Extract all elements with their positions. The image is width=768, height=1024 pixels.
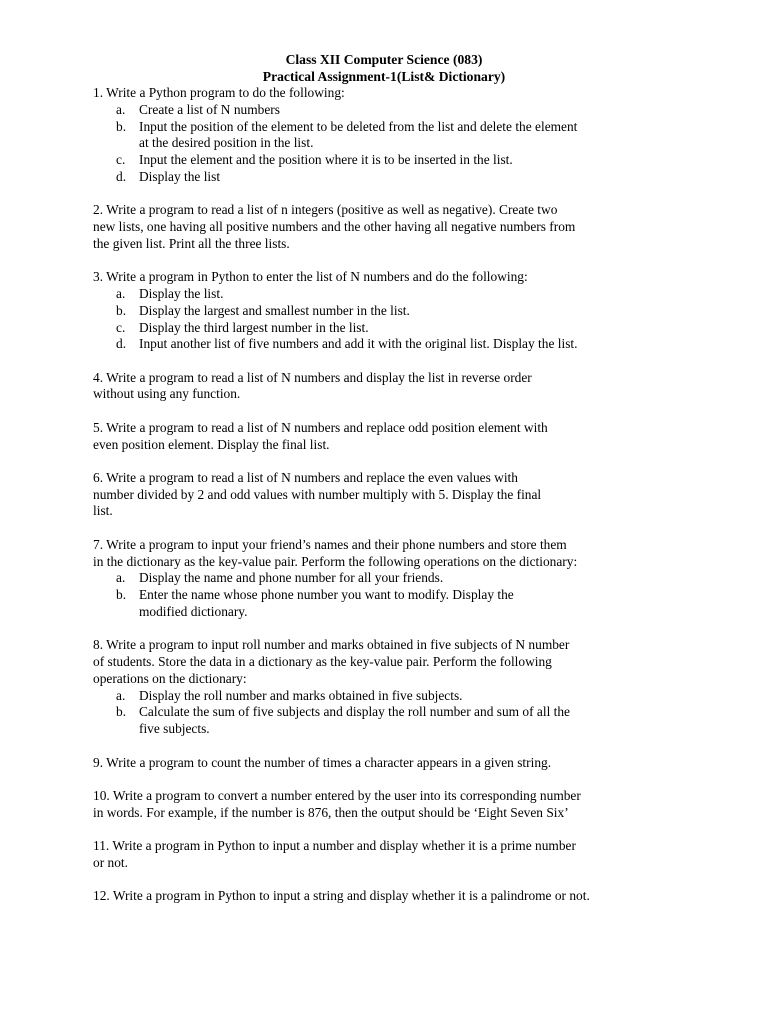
question-text-line: operations on the dictionary: [93,670,247,686]
sub-item [93,570,683,587]
question-text-line: 12. Write a program in Python to input a string and display whether it is a palindrome or not. [93,887,590,903]
sub-item-line: Display the list. [139,285,224,301]
sub-item-letter: b. [116,587,127,603]
question-text-line: of students. Store the data in a dictionary as the key-value pair. Perform the following [93,654,552,670]
question-text-line: 8. Write a program to input roll number and marks obtained in five subjects of N number [93,637,570,653]
question-text-line: number divided by 2 and odd values with number multiply with 5. Display the final [93,486,542,502]
sub-item [93,286,683,303]
sub-item-line: at the desired position in the list. [139,135,314,151]
question-text-line: even position element. Display the final list. [93,436,330,452]
question-text-line: 5. Write a program to read a list of N numbers and replace odd position element with [93,419,548,435]
question-text-line: new lists, one having all positive numbers and the other having all negative numbers from [93,219,576,235]
question-7 [93,537,683,621]
sub-item-line: Enter the name whose phone number you want to modify. Display the [139,587,514,603]
sub-item-line: Display the largest and smallest number in the list. [139,302,410,318]
sub-item-letter: c. [116,319,126,335]
question-text-line: 1. Write a Python program to do the following: [93,85,345,100]
sub-item-line: five subjects. [139,721,210,737]
sub-item-line: Input the element and the position where it is to be inserted in the list. [139,152,513,168]
sub-item-letter: a. [116,101,126,117]
question-text-line: 3. Write a program in Python to enter the list of N numbers and do the following: [93,269,528,285]
question-4 [93,370,683,404]
sub-item [93,303,683,320]
sub-item-letter: d. [116,336,127,352]
document-subtitle: Practical Assignment-1(List& Dictionary) [262,69,506,84]
question-text-line: 7. Write a program to input your friend’s names and their phone numbers and store them [93,536,567,552]
question-text-line: the given list. Print all the three lists. [93,235,290,251]
question-text-line: without using any function. [93,386,241,402]
document-header [93,51,675,85]
question-text [93,202,683,252]
document-title: Class XII Computer Science (083) [285,52,483,67]
sub-item [93,688,683,705]
question-text-line: in words. For example, if the number is 876, then the output should be ‘Eight Seven Six’ [93,804,569,820]
sub-item-letter: b. [116,302,127,318]
question-text [93,269,683,286]
question-11 [93,838,683,872]
question-3 [93,269,683,353]
sub-item-line: Display the list [139,168,221,184]
question-text [93,888,683,905]
sub-item-letter: a. [116,687,126,703]
sub-item-line: Display the roll number and marks obtained in five subjects. [139,687,463,703]
question-text-line: 2. Write a program to read a list of n integers (positive as well as negative). Create two [93,202,558,218]
question-text [93,85,683,102]
sub-item-line: Input another list of five numbers and add it with the original list. Display the list. [139,336,578,352]
question-text-line: or not. [93,854,128,870]
sub-item-line: Input the position of the element to be deleted from the list and delete the element [139,118,578,134]
question-text [93,370,683,404]
sub-item-line: Display the name and phone number for all your friends. [139,570,444,586]
sub-item-line: Calculate the sum of five subjects and display the roll number and sum of all the [139,704,570,720]
question-text-line: 4. Write a program to read a list of N numbers and display the list in reverse order [93,369,532,385]
sub-item-line: Create a list of N numbers [139,101,280,117]
question-2 [93,202,683,252]
question-list [93,85,683,905]
sub-item-letter: a. [116,285,126,301]
question-text [93,537,683,571]
sub-item-list [93,688,683,738]
sub-item [93,119,683,153]
sub-item-line: modified dictionary. [139,603,248,619]
sub-item-list [93,570,683,620]
sub-item [93,336,683,353]
sub-item [93,102,683,119]
question-text [93,755,683,772]
sub-item [93,320,683,337]
question-6 [93,470,683,520]
sub-item-list [93,286,683,353]
question-1 [93,85,683,186]
sub-item-letter: c. [116,152,126,168]
sub-item-letter: a. [116,570,126,586]
question-text-line: 9. Write a program to count the number of times a character appears in a given string. [93,754,552,770]
sub-item-letter: b. [116,704,127,720]
sub-item-letter: d. [116,168,127,184]
question-text [93,838,683,872]
question-text-line: 6. Write a program to read a list of N numbers and replace the even values with [93,469,518,485]
question-text-line: list. [93,503,113,519]
sub-item [93,152,683,169]
sub-item-line: Display the third largest number in the list. [139,319,369,335]
question-text-line: in the dictionary as the key-value pair. Perform the following operations on the dictionary: [93,553,578,569]
sub-item-letter: b. [116,118,127,134]
sub-item [93,169,683,186]
question-text [93,420,683,454]
sub-item-list [93,102,683,186]
question-8 [93,637,683,738]
question-12 [93,888,683,905]
sub-item [93,704,683,738]
question-text [93,470,683,520]
question-10 [93,788,683,822]
question-text [93,637,683,687]
sub-item [93,587,683,621]
question-text [93,788,683,822]
question-5 [93,420,683,454]
question-9 [93,755,683,772]
page-content [93,51,683,905]
question-text-line: 10. Write a program to convert a number entered by the user into its corresponding number [93,787,581,803]
question-text-line: 11. Write a program in Python to input a number and display whether it is a prime number [93,837,576,853]
